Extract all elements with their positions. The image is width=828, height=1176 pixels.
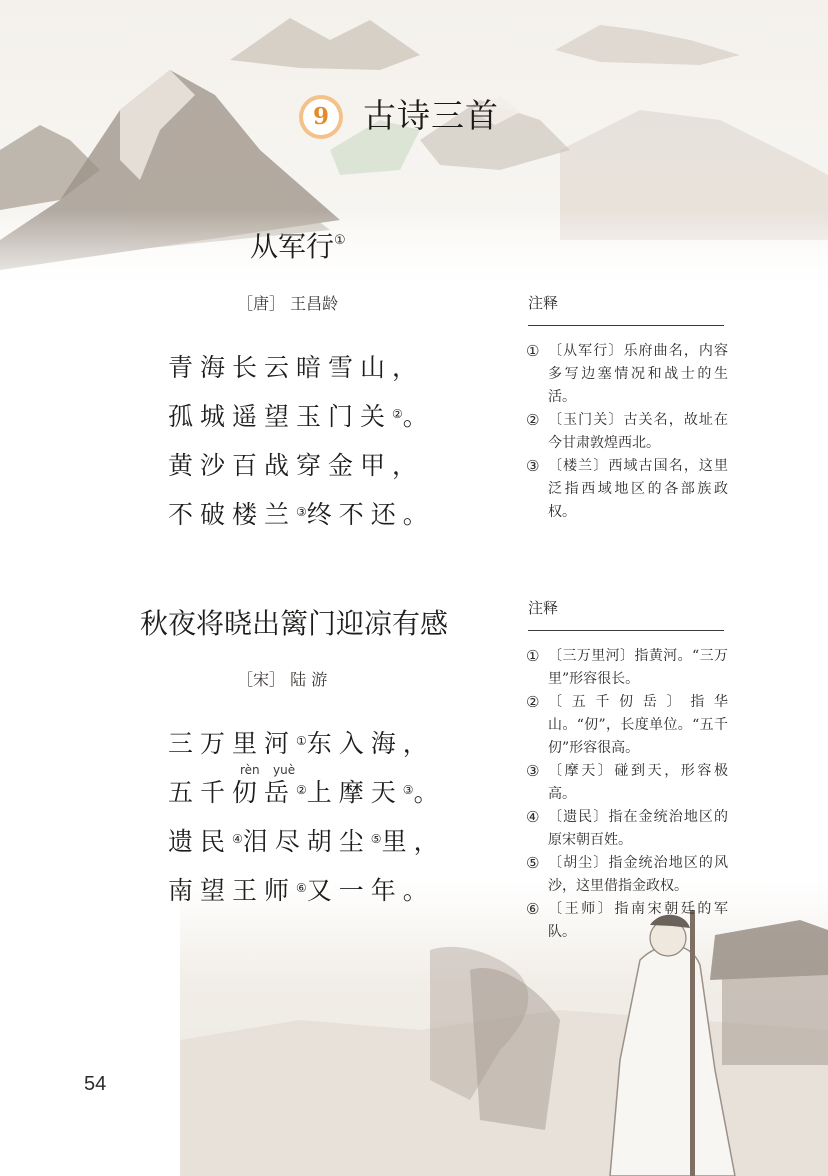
footnote-marker: ② — [296, 783, 307, 797]
note-item — [526, 898, 728, 944]
verse-line — [168, 826, 446, 858]
notes-list — [526, 340, 728, 524]
notes-divider — [528, 630, 724, 631]
note-marker: ① — [526, 342, 540, 360]
pinyin-annotation: yuè — [273, 763, 296, 777]
verse-text: 孤城遥望玉门关 — [168, 402, 393, 431]
note-item — [526, 455, 728, 524]
verse-line — [168, 777, 446, 809]
footnote-marker: ② — [392, 407, 403, 421]
note-text: 〔摩天〕碰到天，形容极高。 — [548, 763, 728, 802]
page-number: 54 — [84, 1073, 107, 1095]
verse-line — [168, 352, 424, 384]
verse-line — [168, 875, 435, 907]
note-item — [526, 691, 728, 760]
note-item — [526, 409, 728, 455]
verse-text: 三万里河 — [168, 729, 297, 758]
verse-text: 。 — [402, 402, 435, 431]
footnote-marker: ③ — [402, 783, 414, 797]
verse-line — [168, 401, 435, 433]
verse-text: 。 — [413, 778, 446, 807]
notes-divider — [528, 325, 724, 326]
poem-author — [237, 293, 338, 315]
note-item — [526, 806, 728, 852]
lesson-title: 古诗三首 — [363, 96, 499, 135]
verse-text: 又一年。 — [306, 876, 435, 905]
verse-line — [168, 450, 424, 482]
note-text: 〔五千仞岳〕指华山。“仞”，长度单位。“五千仞”形容很高。 — [548, 694, 728, 756]
verse-text: 遗民 — [168, 827, 233, 856]
verse-line — [168, 499, 435, 531]
mountain-landscape-illustration — [0, 0, 828, 300]
verse-text: 终不还。 — [306, 500, 435, 529]
author-name: 陆 游 — [290, 670, 328, 689]
verse-text: 东入海， — [306, 729, 435, 758]
footnote-marker: ③ — [296, 505, 307, 519]
note-marker: ④ — [526, 808, 540, 826]
footnote-marker: ④ — [232, 832, 243, 846]
note-text: 〔楼兰〕西域古国名，这里泛指西域地区的各部族政权。 — [548, 458, 728, 520]
poem-title-text: 从军行 — [250, 230, 335, 263]
note-marker: ② — [526, 411, 540, 429]
notes-heading: 注释 — [528, 294, 559, 312]
pinyin-annotation: rèn — [240, 763, 260, 777]
note-marker: ③ — [526, 457, 540, 475]
footnote-marker: ⑥ — [296, 881, 307, 895]
note-text: 〔从军行〕乐府曲名，内容多写边塞情况和战士的生活。 — [548, 343, 728, 405]
verse-line — [168, 728, 435, 760]
verse-text: 南望王师 — [168, 876, 297, 905]
verse-text: 上摩天 — [306, 778, 403, 807]
lesson-number-badge — [299, 95, 343, 139]
notes-list — [526, 645, 728, 944]
verse-text: 黄沙百战穿金甲， — [168, 451, 425, 480]
author-dynasty: ［宋］ — [237, 670, 286, 689]
footnote-marker: ① — [296, 734, 307, 748]
verse-text: 青海长云暗雪山， — [168, 353, 425, 382]
note-item — [526, 340, 728, 409]
verse-text: 里， — [381, 827, 446, 856]
poem-title — [250, 228, 346, 266]
footnote-marker: ⑤ — [370, 832, 382, 846]
note-marker: ② — [526, 693, 540, 711]
poem-title: 秋夜将晓出篱门迎凉有感 — [140, 607, 449, 640]
note-marker: ⑥ — [526, 900, 540, 918]
note-text: 〔三万里河〕指黄河。“三万里”形容很长。 — [548, 648, 728, 687]
note-text: 〔玉门关〕古关名，故址在今甘肃敦煌西北。 — [548, 412, 728, 451]
note-text: 〔遗民〕指在金统治地区的原宋朝百姓。 — [548, 809, 728, 848]
note-item — [526, 852, 728, 898]
note-marker: ① — [526, 647, 540, 665]
verse-text: 五千仞岳 — [168, 778, 297, 807]
footnote-marker: ① — [334, 233, 346, 248]
lesson-number: 9 — [312, 103, 329, 130]
author-name: 王昌龄 — [290, 294, 339, 313]
note-item — [526, 645, 728, 691]
note-text: 〔王师〕指南宋朝廷的军队。 — [548, 901, 728, 940]
note-marker: ⑤ — [526, 854, 540, 872]
verse-text: 不破楼兰 — [168, 500, 297, 529]
author-dynasty: ［唐］ — [237, 294, 286, 313]
verse-text: 泪尽胡尘 — [242, 827, 371, 856]
note-marker: ③ — [526, 762, 540, 780]
note-item — [526, 760, 728, 806]
notes-heading: 注释 — [528, 599, 559, 617]
note-text: 〔胡尘〕指金统治地区的风沙，这里借指金政权。 — [548, 855, 728, 894]
poem-author — [237, 669, 327, 691]
